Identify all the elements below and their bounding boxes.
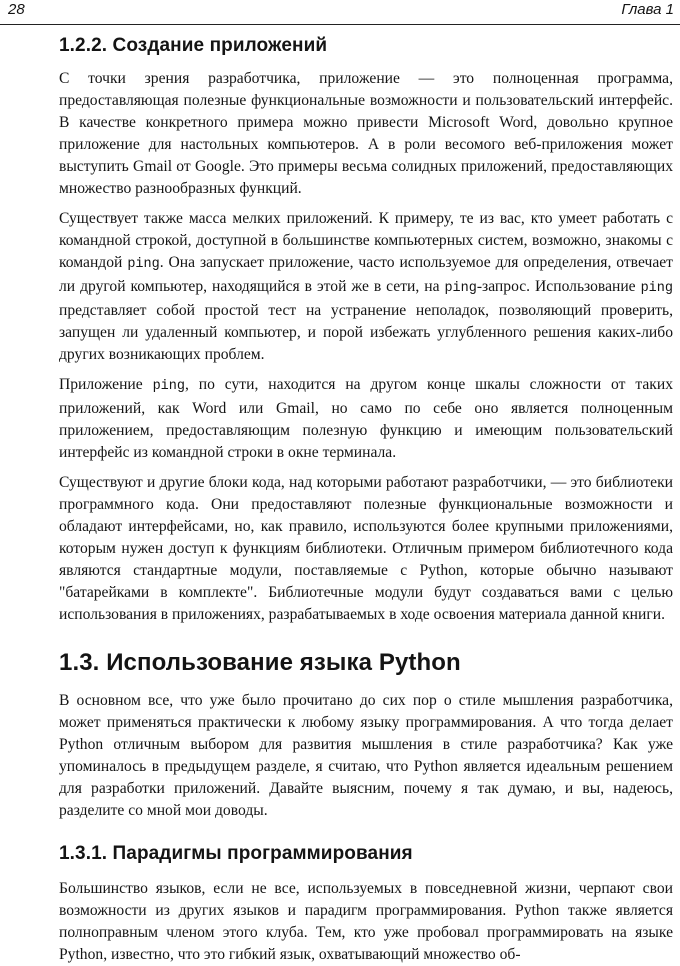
- paragraph: Большинство языков, если не все, используемых в повседневной жизни, черпают свои возможности из других языков и парадигм программирования. Python также является полноправным членом этого клуба. Тем, кто уже пробовал программировать на языке Python, известно, что это гибкий язык, охватывающий множество об-: [59, 880, 673, 963]
- page-number: 28: [8, 1, 25, 18]
- text-run: представляет собой простой тест на устранение неполадок, позволяющий проверить, запущен ли удаленный компьютер, и порой избежать углубленного решения каких-либо других возникающих проблем.: [59, 302, 673, 363]
- section-heading-1-3-1: 1.3.1. Парадигмы программирования: [59, 843, 413, 864]
- inline-code: ping: [640, 281, 673, 296]
- inline-code: ping: [444, 281, 477, 296]
- paragraph: В основном все, что уже было прочитано до сих пор о стиле мышления разработчика, может применяться практически к любому языку программирования. А что тогда делает Python отличным выбором для развития мышления в стиле разработчика? Как уже упоминалось в предыдущем разделе, я считаю, что Python является идеальным решением для разработки приложений. Давайте выясним, почему я так думаю, и вы, надеюсь, разделите со мной мои доводы.: [59, 692, 673, 819]
- chapter-label: Глава 1: [621, 1, 674, 18]
- page-content: [59, 34, 673, 966]
- section-heading-1-3: 1.3. Использование языка Python: [59, 649, 461, 676]
- inline-code: ping: [127, 257, 160, 272]
- inline-code: ping: [152, 379, 185, 394]
- text-run: Приложение: [59, 376, 153, 393]
- paragraph: [59, 208, 673, 366]
- paragraph: [59, 374, 673, 464]
- paragraph: Существуют и другие блоки кода, над которыми работают разработчики, — это библиотеки программного кода. Они предоставляют полезные функциональные возможности и обладают интерфейсами, но, как правило, используются более крупными приложениями, которым нужен доступ к функциям библиотеки. Отличным примером библиотечного кода являются стандартные модули, поставляемые с Python, которые обычно называют "батарейками в комплекте". Библиотечные модули будут создаваться вами с целью использования в приложениях, разрабатываемых в ходе освоения материала данной книги.: [59, 474, 673, 623]
- text-run: , по сути, находится на другом конце шкалы сложности от таких приложений, как Word или Gmail, но само по себе оно является полноценным приложением, предоставляющим полезную функцию и имеющим пользовательский интерфейс из командной строки в окне терминала.: [59, 376, 673, 461]
- text-run: -запрос. Использование: [476, 278, 641, 295]
- text-run: Существует также масса мелких приложений. К примеру, те из вас, кто умеет работать с командной строкой, доступной в большинстве компьютерных систем, возможно, знакомы с командой: [59, 210, 673, 271]
- paragraph: С точки зрения разработчика, приложение — это полноценная программа, предоставляющая полезные функциональные возможности и пользовательский интерфейс. В качестве конкретного примера можно привести Microsoft Word, довольно крупное приложение для настольных компьютеров. А в роли весомого веб-приложения может выступить Gmail от Google. Это примеры весьма солидных приложений, предоставляющих множество разнообразных функций.: [59, 70, 673, 197]
- section-heading-1-2-2: 1.2.2. Создание приложений: [59, 35, 328, 56]
- running-header: [0, 0, 680, 25]
- text-run: . Она запускает приложение, часто используемое для определения, отвечает ли другой компьютер, находящийся в этой же в сети, на: [59, 254, 673, 295]
